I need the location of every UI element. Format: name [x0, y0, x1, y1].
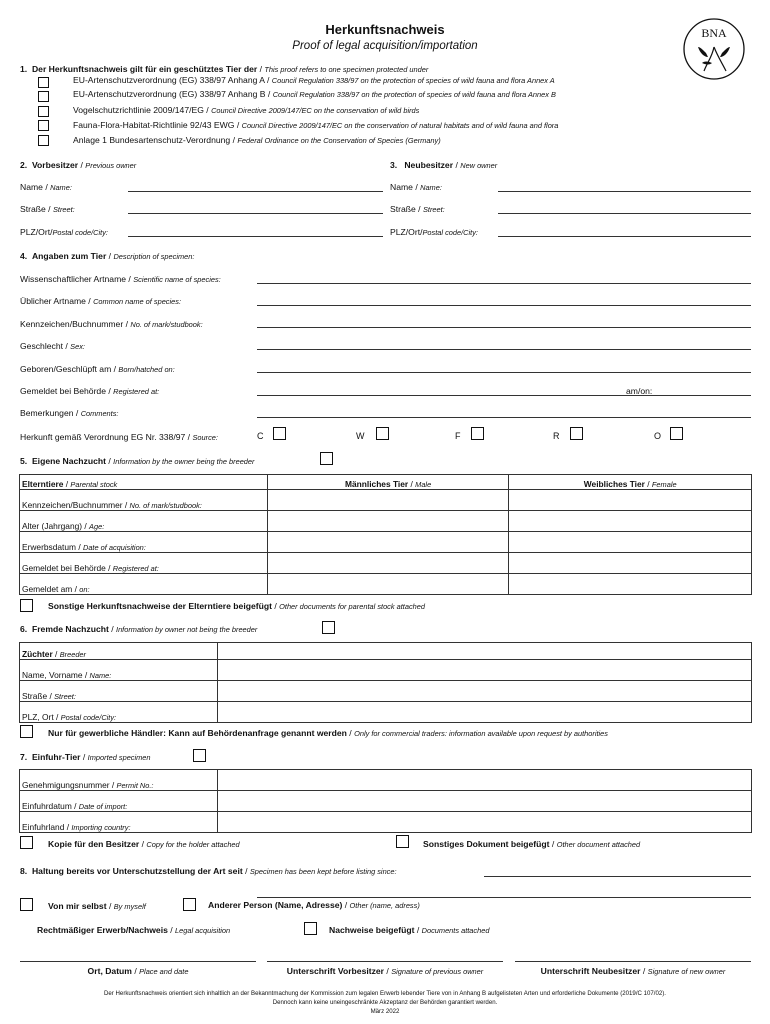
s4-registered-label: Gemeldet bei Behörde / Registered at:: [20, 386, 160, 396]
s8-since-field[interactable]: [484, 876, 751, 877]
prev-owner-city-label: PLZ/Ort/Postal code/City:: [20, 227, 108, 237]
s6-dealer-label: Nur für gewerbliche Händler: Kann auf Behördenanfrage genannt werden / Only for commercial traders: information available upon request by authorities: [48, 728, 608, 738]
s5-female-on-cell[interactable]: [509, 574, 752, 595]
prev-owner-signature-label: Unterschrift Vorbesitzer / Signature of previous owner: [286, 966, 484, 976]
s1-item-bartschv: Anlage 1 Bundesartenschutz-Verordnung / Federal Ordinance on the Conservation of Species (Germany): [73, 135, 441, 145]
s7-date-cell[interactable]: [217, 791, 751, 812]
s5-female-age-cell[interactable]: [509, 511, 752, 532]
s4-common-name-field[interactable]: [257, 305, 751, 306]
s1-item-birds: Vogelschutzrichtlinie 2009/147/EG / Council Directive 2009/147/EC on the conservation of wild birds: [73, 105, 420, 115]
s1-title-en: This proof refers to one specimen protected under: [264, 65, 429, 74]
prev-owner-signature-line[interactable]: [267, 961, 503, 962]
s8-proof-label: Nachweise beigefügt / Documents attached: [329, 925, 490, 935]
s7-row-label: Einfuhrland / Importing country:: [20, 812, 218, 833]
s7-row-label: Einfuhrdatum / Date of import:: [20, 791, 218, 812]
s5-male-age-cell[interactable]: [267, 511, 509, 532]
s5-male-reg-cell[interactable]: [267, 553, 509, 574]
s4-mark-field[interactable]: [257, 327, 751, 328]
s8-proof-checkbox[interactable]: [304, 922, 317, 935]
s8-self-checkbox[interactable]: [20, 898, 33, 911]
table-row: [20, 532, 752, 553]
s5-male-acq-cell[interactable]: [267, 532, 509, 553]
s4-born-label: Geboren/Geschlüpft am / Born/hatched on:: [20, 364, 175, 374]
bna-logo-text: BNA: [701, 26, 727, 40]
s1-checkbox-birds[interactable]: [38, 106, 49, 117]
s8-heading: 8. Haltung bereits vor Unterschutzstellung der Art seit / Specimen has been kept before listing since:: [20, 866, 397, 876]
footer-note-1: Der Herkunftsnachweis orientiert sich inhaltlich an der Bekanntmachung der Kommission zum legalen Erwerb lebender Tiere von in Anhang B aufgelisteten Arten und erforderliche Dokumente (2019/C 107/02).: [104, 990, 666, 997]
source-checkbox-r[interactable]: [570, 427, 583, 440]
table-row: [20, 490, 752, 511]
s5-other-docs-label: Sonstige Herkunftsnachweise der Elterntiere beigefügt / Other documents for parental stock attached: [48, 601, 425, 611]
new-owner-city-field[interactable]: [498, 236, 751, 237]
source-code-o: O: [654, 431, 662, 441]
bna-logo: [682, 17, 746, 81]
s4-heading: 4. Angaben zum Tier / Description of specimen:: [20, 251, 195, 261]
place-date-line[interactable]: [20, 961, 256, 962]
new-owner-city-label: PLZ/Ort/Postal code/City:: [390, 227, 478, 237]
table-row: [20, 574, 752, 595]
s5-checkbox[interactable]: [320, 452, 333, 465]
s5-parental-table: [19, 474, 752, 595]
s8-other-person-label: Anderer Person (Name, Adresse) / Other (name, adress): [208, 900, 420, 910]
s4-scientific-name-label: Wissenschaftlicher Artname / Scientific name of species:: [20, 274, 221, 284]
s5-row-label: Gemeldet am / on:: [20, 574, 268, 595]
s8-legal-label: Rechtmäßiger Erwerb/Nachweis / Legal acquisition: [37, 925, 231, 935]
place-date-label: Ort, Datum / Place and date: [87, 966, 189, 976]
s5-male-on-cell[interactable]: [267, 574, 509, 595]
s7-other-doc-label: Sonstiges Dokument beigefügt / Other document attached: [423, 839, 641, 849]
s6-row-label: Züchter / Breeder: [20, 643, 218, 660]
table-row: [20, 511, 752, 532]
form-title: Herkunftsnachweis: [325, 22, 445, 37]
s4-registered-field[interactable]: [257, 395, 751, 396]
s6-heading: 6. Fremde Nachzucht / Information by owner not being the breeder: [20, 624, 258, 634]
s6-breeder-table: [19, 642, 752, 723]
s7-permit-cell[interactable]: [217, 770, 751, 791]
source-code-r: R: [553, 431, 560, 441]
s6-city-cell[interactable]: [217, 702, 751, 723]
s1-heading: 1. Der Herkunftsnachweis gilt für ein geschütztes Tier der / This proof refers to one specimen protected under: [20, 64, 429, 74]
s6-dealer-checkbox[interactable]: [20, 725, 33, 738]
s2-heading: 2. Vorbesitzer / Previous owner: [20, 160, 137, 170]
source-code-c: C: [257, 431, 264, 441]
s6-row-label: PLZ, Ort / Postal code/City:: [20, 702, 218, 723]
s7-other-doc-checkbox[interactable]: [396, 835, 409, 848]
s5-row-label: Gemeldet bei Behörde / Registered at:: [20, 553, 268, 574]
new-owner-signature-line[interactable]: [515, 961, 751, 962]
new-owner-signature-label: Unterschrift Neubesitzer / Signature of new owner: [540, 966, 726, 976]
s5-row-label: Erwerbsdatum / Date of acquisition:: [20, 532, 268, 553]
s1-checkbox-bartschv[interactable]: [38, 135, 49, 146]
s5-heading: 5. Eigene Nachzucht / Information by the owner being the breeder: [20, 456, 255, 466]
source-code-f: F: [455, 431, 461, 441]
s4-source-label: Herkunft gemäß Verordnung EG Nr. 338/97 / Source:: [20, 432, 218, 442]
s6-street-cell[interactable]: [217, 681, 751, 702]
s4-scientific-name-field[interactable]: [257, 283, 751, 284]
s5-col-male: Männliches Tier / Male: [267, 475, 509, 490]
table-row: [20, 702, 752, 723]
source-checkbox-c[interactable]: [273, 427, 286, 440]
s6-row-label: Name, Vorname / Name:: [20, 660, 218, 681]
s1-checkbox-annex-b[interactable]: [38, 91, 49, 102]
s3-heading: 3. Neubesitzer / New owner: [390, 160, 498, 170]
s7-copy-label: Kopie für den Besitzer / Copy for the holder attached: [48, 839, 240, 849]
source-checkbox-f[interactable]: [471, 427, 484, 440]
footer-date: März 2022: [370, 1008, 400, 1015]
table-row: [20, 681, 752, 702]
s4-comments-field[interactable]: [257, 417, 751, 418]
s7-copy-checkbox[interactable]: [20, 836, 33, 849]
s7-heading: 7. Einfuhr-Tier / Imported specimen: [20, 752, 151, 762]
footer-note-2: Dennoch kann keine uneingeschränkte Akzeptanz der Behörden garantiert werden.: [272, 999, 498, 1006]
prev-owner-city-field[interactable]: [128, 236, 383, 237]
s4-registered-on-label: am/on:: [626, 386, 653, 396]
s5-male-mark-cell[interactable]: [267, 490, 509, 511]
source-checkbox-w[interactable]: [376, 427, 389, 440]
s1-title-de: Der Herkunftsnachweis gilt für ein geschütztes Tier der: [31, 64, 258, 74]
s6-row-label: Straße / Street:: [20, 681, 218, 702]
prev-owner-street-field[interactable]: [128, 213, 383, 214]
s4-born-field[interactable]: [257, 372, 751, 373]
s8-separator-line: [257, 897, 751, 898]
source-checkbox-o[interactable]: [670, 427, 683, 440]
s1-item-annex-a: EU-Artenschutzverordnung (EG) 338/97 Anhang A / Council Regulation 338/97 on the protection of species of wild fauna and flora Annex A: [73, 75, 555, 85]
prev-owner-name-field[interactable]: [128, 191, 383, 192]
s5-female-mark-cell[interactable]: [509, 490, 752, 511]
s5-row-label: Kennzeichen/Buchnummer / No. of mark/studbook:: [20, 490, 268, 511]
table-row: [20, 791, 752, 812]
new-owner-name-label: Name / Name:: [390, 182, 442, 192]
prev-owner-name-label: Name / Name:: [20, 182, 72, 192]
s7-import-table: [19, 769, 752, 833]
table-row: [20, 553, 752, 574]
new-owner-street-field[interactable]: [498, 213, 751, 214]
s1-num: 1.: [20, 64, 28, 74]
s5-row-label: Alter (Jahrgang) / Age:: [20, 511, 268, 532]
table-row: [20, 660, 752, 681]
s5-female-reg-cell[interactable]: [509, 553, 752, 574]
s1-checkbox-annex-a[interactable]: [38, 77, 49, 88]
s4-comments-label: Bemerkungen / Comments:: [20, 408, 119, 418]
s8-self-label: Von mir selbst / By myself: [48, 901, 146, 911]
table-row: [20, 770, 752, 791]
table-row: [20, 812, 752, 833]
s6-checkbox[interactable]: [322, 621, 335, 634]
s4-sex-field[interactable]: [257, 349, 751, 350]
s1-item-habitats: Fauna-Flora-Habitat-Richtlinie 92/43 EWG / Council Directive 2009/147/EC on the conservation of natural habitats and of wild fauna and flora: [73, 120, 559, 130]
s1-item-annex-b: EU-Artenschutzverordnung (EG) 338/97 Anhang B / Council Regulation 338/97 on the protection of species of wild fauna and flora Annex B: [73, 89, 556, 99]
s5-col-parental: Elterntiere / Parental stock: [20, 475, 268, 490]
s7-row-label: Genehmigungsnummer / Permit No.:: [20, 770, 218, 791]
s7-country-cell[interactable]: [217, 812, 751, 833]
s7-checkbox[interactable]: [193, 749, 206, 762]
prev-owner-street-label: Straße / Street:: [20, 204, 75, 214]
new-owner-name-field[interactable]: [498, 191, 751, 192]
s4-mark-label: Kennzeichen/Buchnummer / No. of mark/studbook:: [20, 319, 203, 329]
s6-name-cell[interactable]: [217, 660, 751, 681]
s6-breeder-cell[interactable]: [217, 643, 751, 660]
s5-female-acq-cell[interactable]: [509, 532, 752, 553]
s5-col-female: Weibliches Tier / Female: [509, 475, 752, 490]
s5-other-docs-checkbox[interactable]: [20, 599, 33, 612]
form-subtitle: Proof of legal acquisition/importation: [292, 40, 478, 52]
source-code-w: W: [356, 431, 365, 441]
s1-checkbox-habitats[interactable]: [38, 120, 49, 131]
s4-sex-label: Geschlecht / Sex:: [20, 341, 85, 351]
s4-common-name-label: Üblicher Artname / Common name of species:: [20, 296, 181, 306]
table-row: [20, 643, 752, 660]
new-owner-street-label: Straße / Street:: [390, 204, 445, 214]
s8-other-person-checkbox[interactable]: [183, 898, 196, 911]
